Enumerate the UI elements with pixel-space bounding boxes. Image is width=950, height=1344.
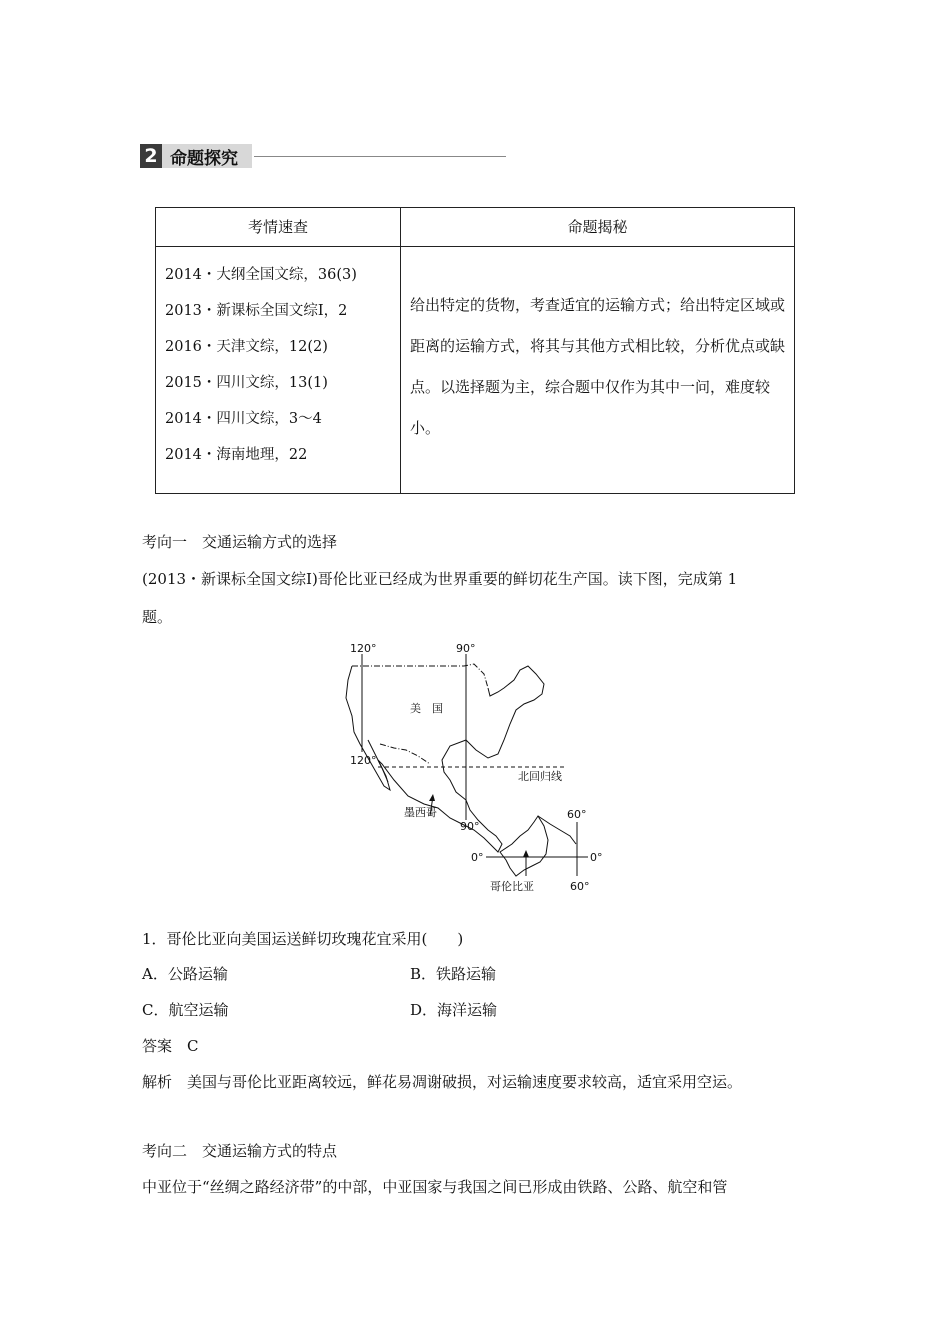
- label-90-bottom: 90°: [460, 820, 480, 833]
- section-number: 2: [140, 144, 162, 168]
- citation-item: 2014・大纲全国文综，36(3): [165, 267, 357, 283]
- label-60-bottom: 60°: [570, 880, 590, 893]
- option-a: A．公路运输: [142, 965, 228, 983]
- label-usa: 美 国: [410, 702, 443, 715]
- label-120-top: 120°: [350, 642, 377, 655]
- direction-one-intro-line1: (2013・新课标全国文综Ⅰ)哥伦比亚已经成为世界重要的鲜切花生产国。读下图，完成第 1: [142, 570, 738, 588]
- label-mexico: 墨西哥: [404, 806, 437, 819]
- direction-two-text: 中亚位于“丝绸之路经济带”的中部，中亚国家与我国之间已形成由铁路、公路、航空和管: [142, 1178, 728, 1196]
- citation-item: 2016・天津文综，12(2): [165, 339, 328, 355]
- label-90-top: 90°: [456, 642, 476, 655]
- section-rule: [254, 156, 506, 157]
- option-c: C．航空运输: [142, 1001, 229, 1019]
- table-header-divider: [156, 246, 794, 247]
- option-d: D．海洋运输: [410, 1001, 498, 1019]
- label-0-left: 0°: [471, 851, 484, 864]
- table-column-divider: [400, 208, 401, 493]
- question-stem: 1．哥伦比亚向美国运送鲜切玫瑰花宜采用( ): [142, 930, 464, 948]
- section-header: [140, 144, 506, 168]
- mexico-arrowhead: [429, 794, 435, 801]
- us-canada-border: [352, 664, 488, 688]
- table-header-right: 命题揭秘: [567, 218, 628, 236]
- info-table: [155, 207, 795, 494]
- table-header-left: 考情速查: [247, 218, 308, 236]
- americas-map: [338, 640, 608, 898]
- map-figure: [338, 640, 608, 898]
- label-tropic: 北回归线: [518, 770, 562, 783]
- answer-line: 答案 C: [142, 1037, 199, 1055]
- us-mexico-border: [380, 744, 430, 764]
- citation-item: 2014・四川文综，3～4: [165, 411, 322, 427]
- section-title: 命题探究: [162, 144, 252, 168]
- citation-item: 2015・四川文综，13(1): [165, 375, 328, 391]
- colombia-outline: [500, 816, 548, 876]
- analysis-line: 解析 美国与哥伦比亚距离较远，鲜花易凋谢破损，对运输速度要求较高，适宜采用空运。: [142, 1073, 743, 1091]
- table-description: 给出特定的货物，考查适宜的运输方式；给出特定区域或距离的运输方式，将其与其他方式相比较，分析优点或缺点。以选择题为主，综合题中仅作为其中一问，难度较小。: [410, 296, 786, 437]
- citation-list: [165, 257, 357, 473]
- label-0-right: 0°: [590, 851, 603, 864]
- direction-two-title: 考向二 交通运输方式的特点: [142, 1142, 338, 1160]
- label-colombia: 哥伦比亚: [490, 880, 534, 893]
- citation-item: 2013・新课标全国文综Ⅰ，2: [165, 303, 348, 319]
- citation-item: 2014・海南地理，22: [165, 447, 308, 463]
- label-60-top: 60°: [567, 808, 587, 821]
- option-b: B．铁路运输: [410, 965, 497, 983]
- direction-one-title: 考向一 交通运输方式的选择: [142, 533, 338, 551]
- label-120-left: 120°: [350, 754, 377, 767]
- direction-one-intro-line2: 题。: [142, 608, 173, 626]
- colombia-arrowhead: [523, 850, 529, 857]
